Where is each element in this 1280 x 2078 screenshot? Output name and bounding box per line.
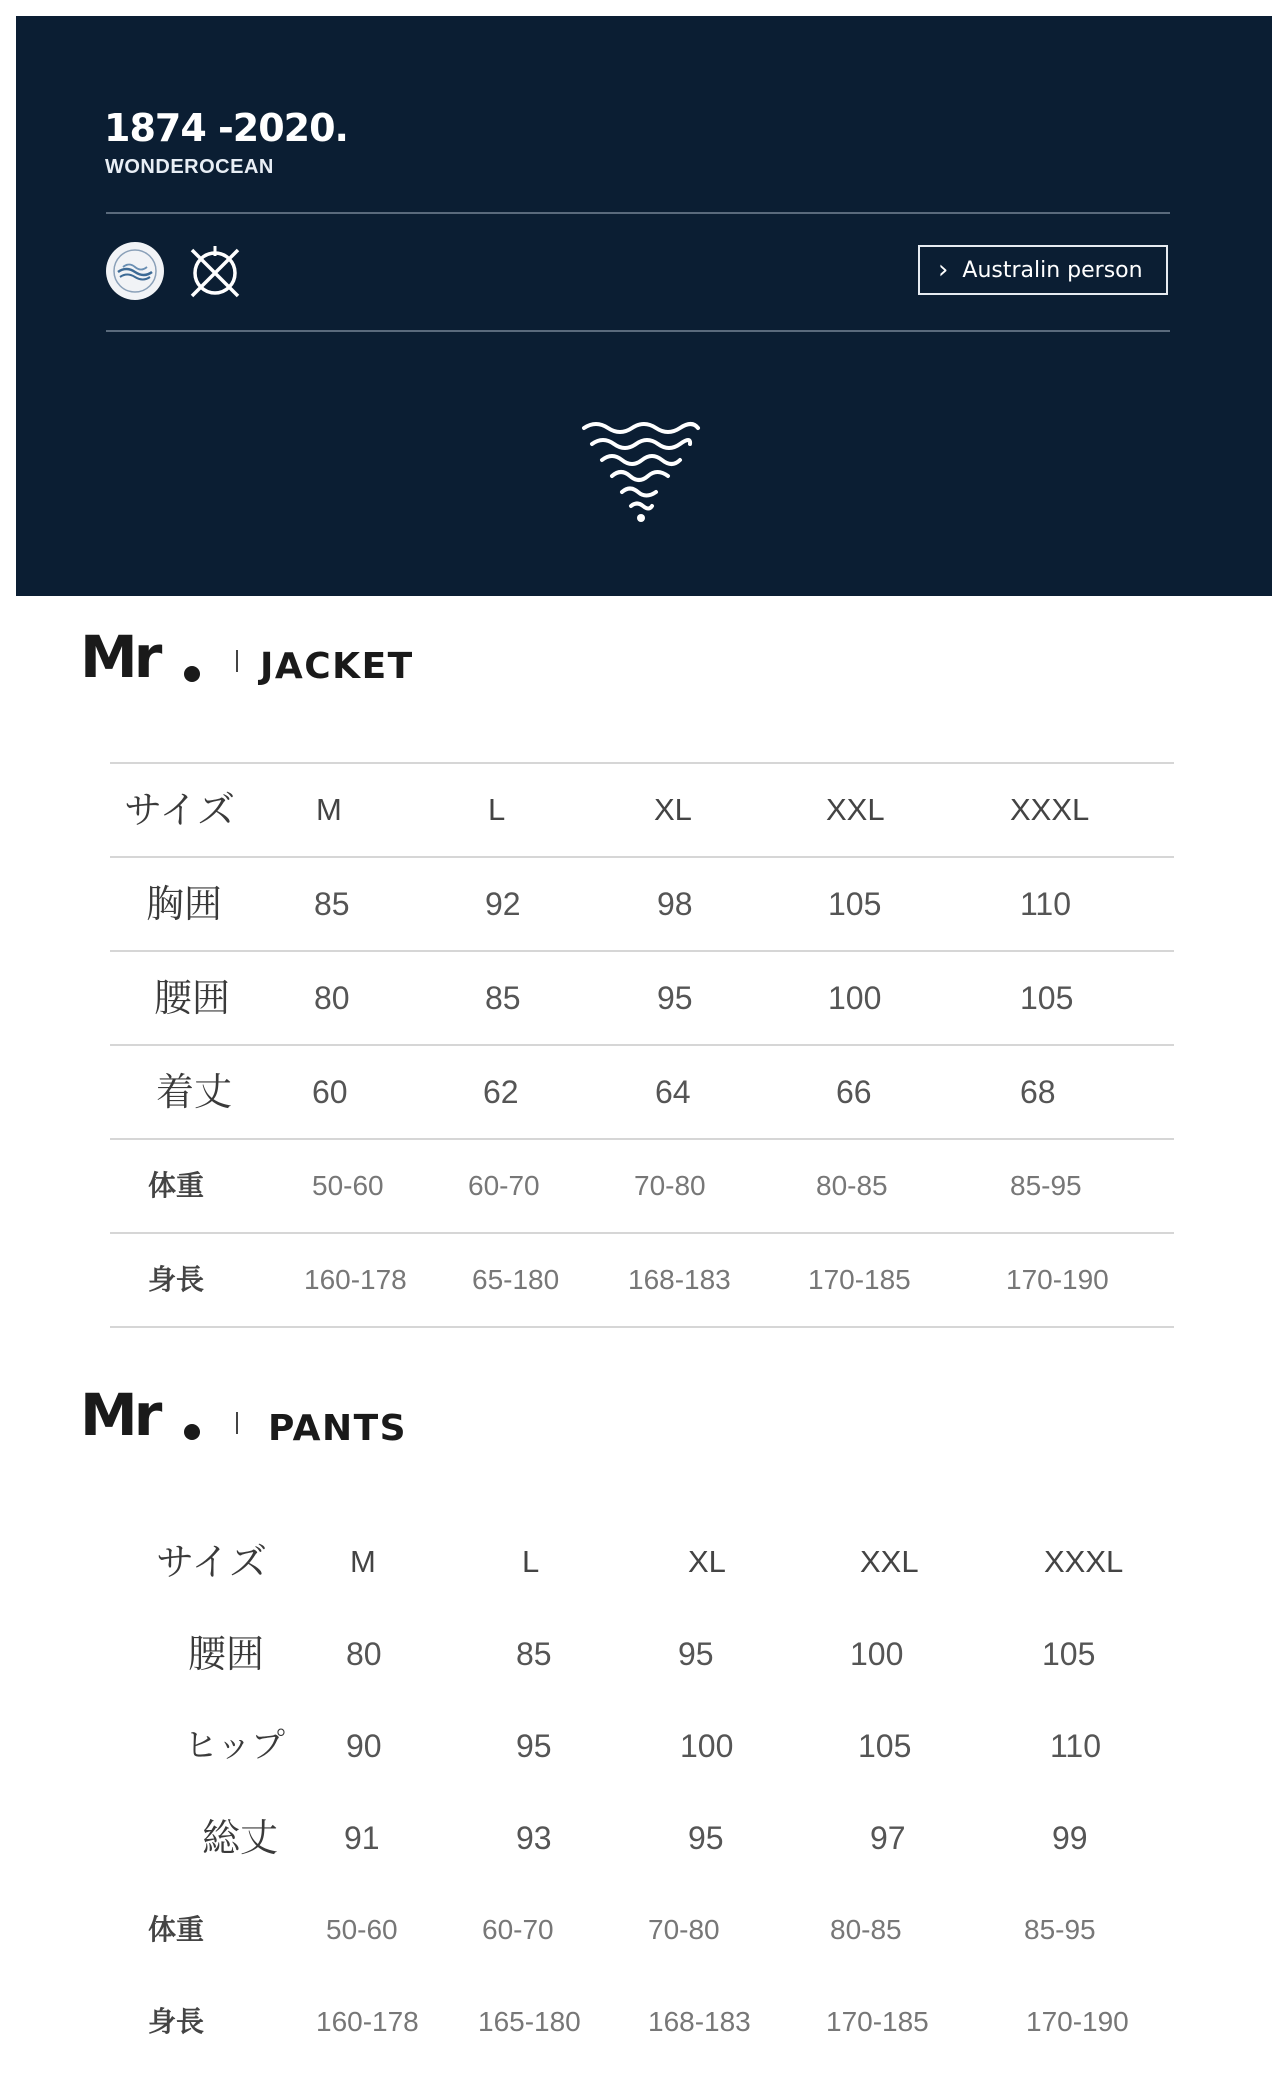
row-label: 胸囲 xyxy=(146,882,223,926)
row-label: サイズ xyxy=(124,788,235,832)
pants-section-header xyxy=(80,1381,580,1456)
cell: 95 xyxy=(657,980,693,1016)
cell: 60-70 xyxy=(482,1914,554,1945)
cell: 60 xyxy=(312,1074,348,1110)
table-row xyxy=(110,858,1174,952)
cell: 80 xyxy=(314,980,350,1016)
brand-name: WONDEROCEAN xyxy=(105,156,274,178)
cell: 85 xyxy=(485,980,521,1016)
table-row xyxy=(110,1976,1174,2068)
row-label: 腰囲 xyxy=(154,976,231,1020)
table-row xyxy=(110,1516,1174,1608)
brand-banner xyxy=(16,16,1272,596)
table-row xyxy=(110,762,1174,858)
globe-badge-icon xyxy=(106,242,164,300)
cell: 93 xyxy=(516,1820,552,1856)
cell: 170-185 xyxy=(808,1264,911,1295)
table-row xyxy=(110,1608,1174,1700)
cell: 50-60 xyxy=(326,1914,398,1945)
cell: 85-95 xyxy=(1024,1914,1096,1945)
years-heading: 1874 -2020. xyxy=(104,106,348,150)
cell: 60-70 xyxy=(468,1170,540,1201)
table-row xyxy=(110,1234,1174,1328)
cell: 170-190 xyxy=(1006,1264,1109,1295)
row-label: 体重 xyxy=(148,1913,205,1946)
cell: 85-95 xyxy=(1010,1170,1082,1201)
row-label: 体重 xyxy=(148,1169,205,1202)
cell: XXXL xyxy=(1044,1544,1124,1579)
cell: 160-178 xyxy=(304,1264,407,1295)
cell: 85 xyxy=(516,1636,552,1672)
brand-mark: Mr xyxy=(80,1381,159,1449)
no-wash-icon xyxy=(186,244,244,302)
cell: 92 xyxy=(485,886,521,922)
table-row xyxy=(110,1792,1174,1884)
brand-mark: Mr xyxy=(80,623,159,691)
divider xyxy=(106,212,1170,214)
region-button[interactable] xyxy=(918,245,1168,295)
cell: 99 xyxy=(1052,1820,1088,1856)
cell: XL xyxy=(654,792,692,827)
cell: 64 xyxy=(655,1074,691,1110)
cell: 105 xyxy=(1020,980,1074,1016)
brand-dot xyxy=(184,1424,200,1440)
cell: 105 xyxy=(858,1728,912,1764)
cell: 50-60 xyxy=(312,1170,384,1201)
row-label: 総丈 xyxy=(202,1816,279,1860)
region-button-label: Australin person xyxy=(962,257,1143,283)
brand-dot xyxy=(184,666,200,682)
cell: 95 xyxy=(678,1636,714,1672)
cell: 98 xyxy=(657,886,693,922)
cell: 105 xyxy=(828,886,882,922)
cell: 68 xyxy=(1020,1074,1056,1110)
table-row xyxy=(110,1884,1174,1976)
cell: 85 xyxy=(314,886,350,922)
cell: 160-178 xyxy=(316,2006,419,2037)
row-label: 身長 xyxy=(148,1263,205,1296)
separator xyxy=(236,1412,238,1434)
cell: 110 xyxy=(1050,1728,1102,1764)
row-label: 腰囲 xyxy=(188,1632,265,1676)
jacket-section-header xyxy=(80,623,580,698)
cell: M xyxy=(316,792,342,827)
table-row xyxy=(110,1700,1174,1792)
row-label: サイズ xyxy=(156,1540,267,1584)
cell: 170-190 xyxy=(1026,2006,1129,2037)
cell: XXL xyxy=(826,792,885,827)
table-row xyxy=(110,1140,1174,1234)
cell: 97 xyxy=(870,1820,906,1856)
cell: 66 xyxy=(836,1074,872,1110)
cell: 70-80 xyxy=(648,1914,720,1945)
cell: 170-185 xyxy=(826,2006,929,2037)
table-row xyxy=(110,1046,1174,1140)
cell: L xyxy=(522,1544,540,1579)
cell: XXXL xyxy=(1010,792,1090,827)
cell: XXL xyxy=(860,1544,919,1579)
cell: 80-85 xyxy=(816,1170,888,1201)
row-label: 着丈 xyxy=(156,1070,233,1114)
wave-funnel-icon xyxy=(576,416,706,526)
cell: 105 xyxy=(1042,1636,1096,1672)
table-row xyxy=(110,952,1174,1046)
chevron-right-icon: › xyxy=(938,255,949,285)
cell: 100 xyxy=(828,980,882,1016)
section-title: JACKET xyxy=(260,646,414,687)
cell: 168-183 xyxy=(628,1264,731,1295)
section-title: PANTS xyxy=(268,1408,408,1449)
cell: 165-180 xyxy=(478,2006,581,2037)
cell: 65-180 xyxy=(472,1264,560,1295)
cell: 100 xyxy=(680,1728,734,1764)
separator xyxy=(236,650,238,672)
cell: 91 xyxy=(344,1820,380,1856)
cell: 62 xyxy=(483,1074,519,1110)
cell: 168-183 xyxy=(648,2006,751,2037)
cell: L xyxy=(488,792,506,827)
row-label: ヒップ xyxy=(184,1726,285,1766)
cell: 90 xyxy=(346,1728,382,1764)
cell: 80 xyxy=(346,1636,382,1672)
cell: 100 xyxy=(850,1636,904,1672)
row-label: 身長 xyxy=(148,2005,205,2038)
cell: M xyxy=(350,1544,376,1579)
cell: 95 xyxy=(688,1820,724,1856)
cell: 110 xyxy=(1020,886,1072,922)
cell: 95 xyxy=(516,1728,552,1764)
cell: 80-85 xyxy=(830,1914,902,1945)
cell: XL xyxy=(688,1544,726,1579)
divider xyxy=(106,330,1170,332)
pants-size-table xyxy=(110,1516,1174,2068)
cell: 70-80 xyxy=(634,1170,706,1201)
jacket-size-table xyxy=(110,762,1174,1328)
